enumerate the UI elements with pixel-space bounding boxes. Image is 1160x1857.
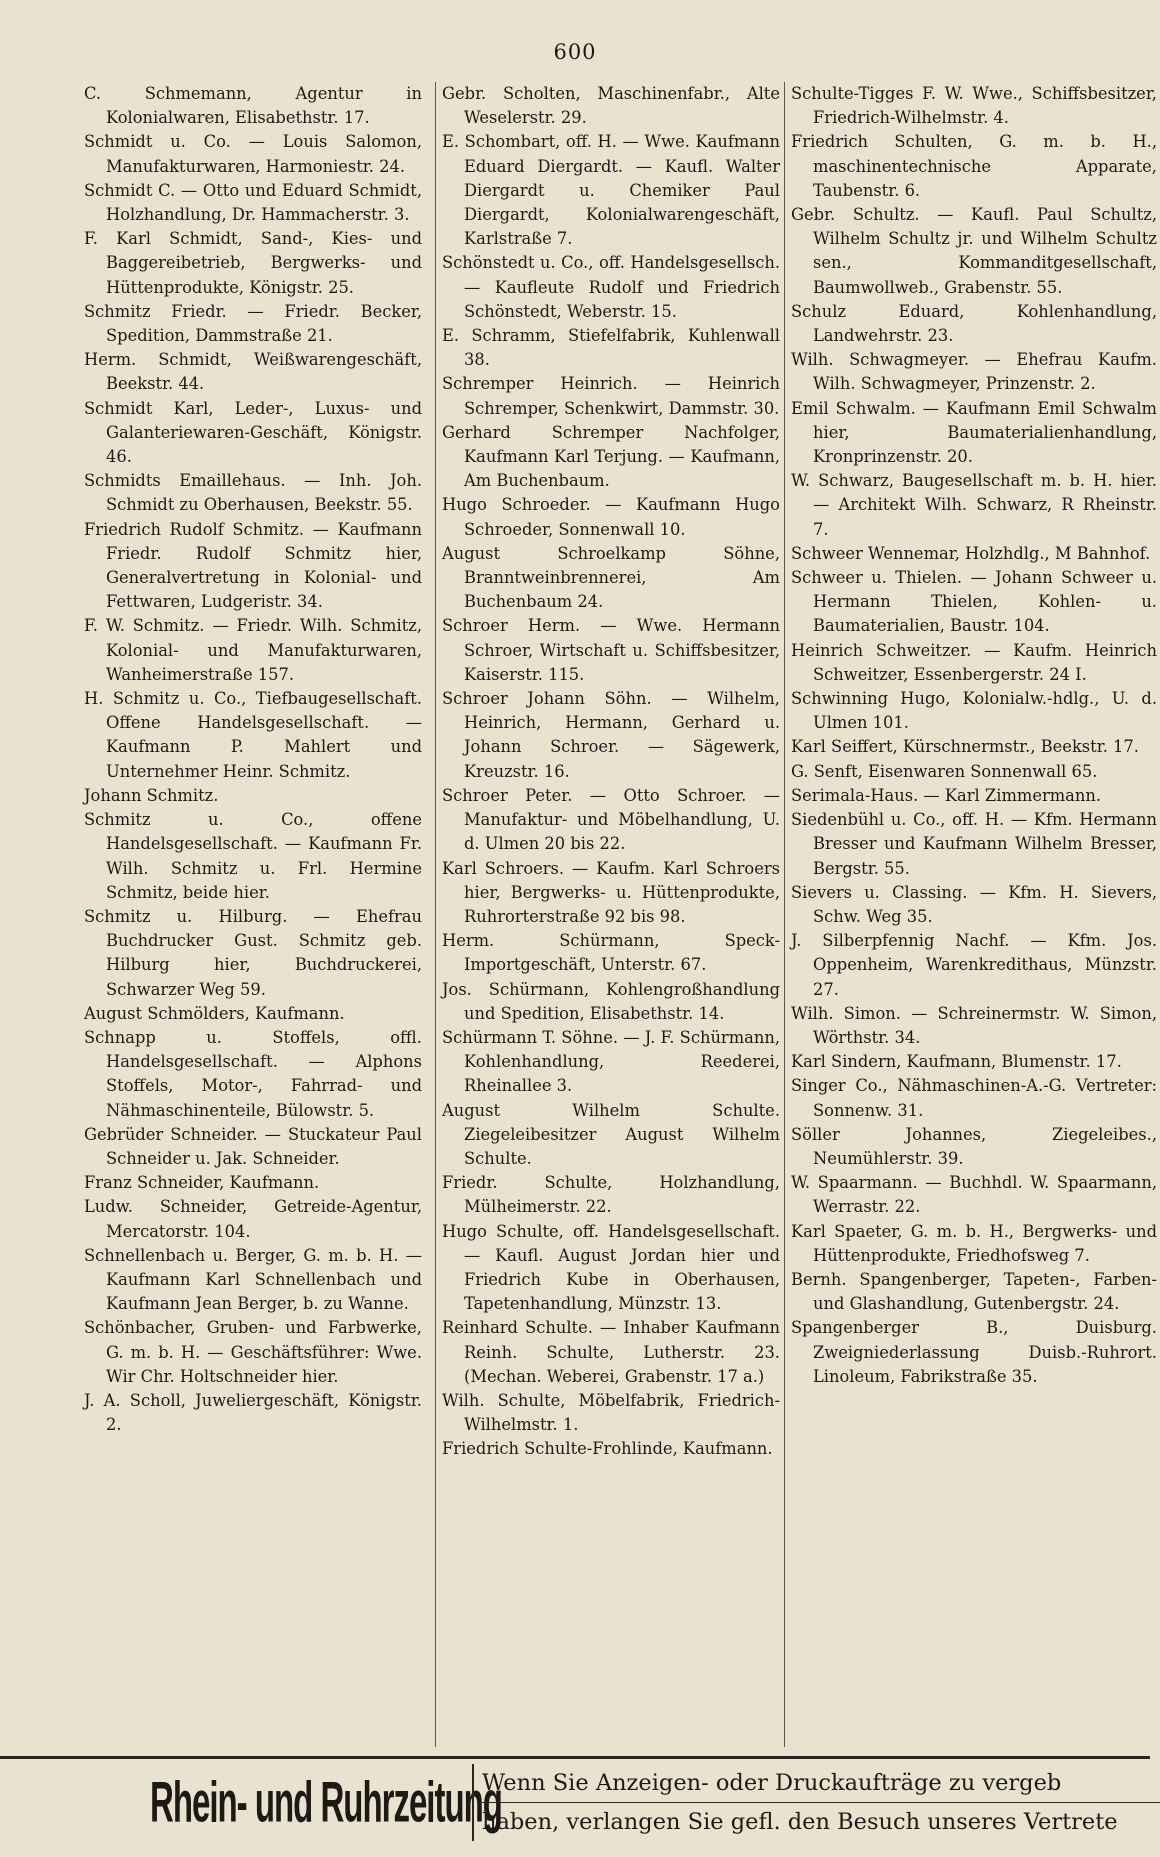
directory-entry: Schulte-Tigges F. W. Wwe., Schiffsbesitzer, Friedrich-Wilhelmstr. 4.: [791, 84, 1157, 128]
directory-entry: Schulz Eduard, Kohlenhandlung, Landwehrstr. 23.: [791, 301, 1157, 346]
directory-entry: Karl Sindern, Kaufmann, Blumenstr. 17.: [791, 1052, 1122, 1072]
directory-entry: E. Schramm, Stiefelfabrik, Kuhlenwall 38.: [442, 326, 780, 370]
directory-entry: Wilh. Simon. — Schreinermstr. W. Simon, Wörthstr. 34.: [791, 1003, 1157, 1047]
column-right: [784, 82, 1157, 1747]
directory-entry: Schwinning Hugo, Kolonialw.-hdlg., U. d. Ulmen 101.: [791, 689, 1157, 733]
directory-entry: Schmitz u. Hilburg. — Ehefrau Buchdrucker Gust. Schmitz geb. Hilburg hier, Buchdruckerei, Schwarzer Weg 59.: [84, 906, 422, 999]
directory-entry: Karl Spaeter, G. m. b. H., Bergwerks- und Hüttenprodukte, Friedhofsweg 7.: [791, 1221, 1157, 1265]
directory-entry: Schweer u. Thielen. — Johann Schweer u. Hermann Thielen, Kohlen- u. Baumaterialien, Baustr. 104.: [791, 568, 1157, 636]
directory-entry: C. Schmemann, Agentur in Kolonialwaren, Elisabethstr. 17.: [84, 84, 422, 128]
directory-entry: Friedr. Schulte, Holzhandlung, Mülheimerstr. 22.: [442, 1173, 780, 1217]
directory-entry: Schremper Heinrich. — Heinrich Schremper, Schenkwirt, Dammstr. 30.: [442, 374, 780, 418]
directory-entry: Gebrüder Schneider. — Stuckateur Paul Schneider u. Jak. Schneider.: [84, 1124, 422, 1168]
directory-entry: Franz Schneider, Kaufmann.: [84, 1173, 320, 1193]
directory-entry: August Wilhelm Schulte. Ziegeleibesitzer August Wilhelm Schulte.: [442, 1100, 780, 1168]
directory-entry: Karl Schroers. — Kaufm. Karl Schroers hier, Bergwerks- u. Hüttenprodukte, Ruhrorterstraße 92 bis 98.: [442, 858, 780, 926]
advertisement-footer: [0, 1756, 1150, 1857]
directory-entry: Herm. Schmidt, Weißwarengeschäft, Beekstr. 44.: [84, 350, 422, 394]
directory-entry: Karl Seiffert, Kürschnermstr., Beekstr. 17.: [791, 737, 1139, 757]
directory-entry: Schürmann T. Söhne. — J. F. Schürmann, Kohlenhandlung, Reederei, Rheinallee 3.: [442, 1027, 780, 1096]
directory-columns: [84, 82, 1157, 1747]
directory-entry: Friedrich Schulten, G. m. b. H., maschinentechnische Apparate, Taubenstr. 6.: [791, 132, 1157, 200]
directory-entry: E. Schombart, off. H. — Wwe. Kaufmann Eduard Diergardt. — Kaufl. Walter Diergardt u. Chemiker Paul Diergardt, Kolonialwarengeschäft, Karlstraße 7.: [442, 132, 780, 249]
directory-entry: G. Senft, Eisenwaren Sonnenwall 65.: [791, 761, 1098, 781]
directory-entry: H. Schmitz u. Co., Tiefbaugesellschaft. Offene Handelsgesellschaft. — Kaufmann P. Mahlert und Unternehmer Heinr. Schmitz.: [84, 689, 422, 781]
directory-entry: Schmitz Friedr. — Friedr. Becker, Spedition, Dammstraße 21.: [84, 301, 422, 346]
directory-entry: Siedenbühl u. Co., off. H. — Kfm. Hermann Bresser und Kaufmann Wilhelm Bresser, Bergstr. 55.: [791, 810, 1157, 878]
directory-entry: Söller Johannes, Ziegeleibes., Neumühlerstr. 39.: [791, 1124, 1157, 1168]
directory-entry: Herm. Schürmann, Speck-Importgeschäft, Unterstr. 67.: [442, 931, 780, 975]
directory-entry: W. Schwarz, Baugesellschaft m. b. H. hier. — Architekt Wilh. Schwarz, R Rheinstr. 7.: [791, 471, 1157, 539]
directory-entry: Schönbacher, Gruben- und Farbwerke, G. m. b. H. — Geschäftsführer: Wwe. Wir Chr. Holtschneider hier.: [84, 1318, 422, 1386]
directory-entry: Gebr. Scholten, Maschinenfabr., Alte Weselerstr. 29.: [442, 84, 780, 128]
directory-entry: Hugo Schulte, off. Handelsgesellschaft. — Kaufl. August Jordan hier und Friedrich Kube in Oberhausen, Tapetenhandlung, Münzstr. 13.: [442, 1221, 780, 1314]
advertisement-text: [472, 1764, 1160, 1841]
directory-entry: Friedrich Rudolf Schmitz. — Kaufmann Friedr. Rudolf Schmitz hier, Generalvertretung in Kolonial- und Fettwaren, Ludgeristr. 34.: [84, 519, 422, 612]
directory-entry: Schmidt Karl, Leder-, Luxus- und Galanteriewaren-Geschäft, Königstr. 46.: [84, 398, 422, 467]
directory-entry: Gebr. Schultz. — Kaufl. Paul Schultz, Wilhelm Schultz jr. und Wilhelm Schultz sen., Kommanditgesellschaft, Baumwollweb., Grabenstr. 55.: [791, 205, 1157, 297]
directory-entry: Schroer Herm. — Wwe. Hermann Schroer, Wirtschaft u. Schiffsbesitzer, Kaiserstr. 115.: [442, 616, 780, 684]
directory-entry: Schmidt u. Co. — Louis Salomon, Manufakturwaren, Harmoniestr. 24.: [84, 132, 422, 176]
directory-entry: Friedrich Schulte-Frohlinde, Kaufmann.: [442, 1439, 773, 1459]
directory-entry: Schroer Peter. — Otto Schroer. — Manufaktur- und Möbelhandlung, U. d. Ulmen 20 bis 22.: [442, 785, 780, 854]
directory-entry: Schnapp u. Stoffels, offl. Handelsgesellschaft. — Alphons Stoffels, Motor-, Fahrrad- und Nähmaschinenteile, Bülowstr. 5.: [84, 1027, 422, 1120]
directory-entry: Schmitz u. Co., offene Handelsgesellschaft. — Kaufmann Fr. Wilh. Schmitz u. Frl. Hermine Schmitz, beide hier.: [84, 810, 422, 902]
directory-entry: Jos. Schürmann, Kohlengroßhandlung und Spedition, Elisabethstr. 14.: [442, 979, 780, 1023]
directory-entry: Heinrich Schweitzer. — Kaufm. Heinrich Schweitzer, Essenbergerstr. 24 I.: [791, 640, 1157, 684]
directory-entry: Johann Schmitz.: [84, 785, 219, 805]
column-middle: [435, 82, 780, 1747]
directory-entry: Schönstedt u. Co., off. Handelsgesellsch. — Kaufleute Rudolf und Friedrich Schönstedt, Weberstr. 15.: [442, 253, 780, 321]
directory-entry: Emil Schwalm. — Kaufmann Emil Schwalm hier, Baumaterialienhandlung, Kronprinzenstr. 20.: [791, 398, 1157, 467]
directory-entry: F. W. Schmitz. — Friedr. Wilh. Schmitz, Kolonial- und Manufakturwaren, Wanheimerstraße 157.: [84, 616, 422, 684]
directory-entry: Wilh. Schulte, Möbelfabrik, Friedrich-Wilhelmstr. 1.: [442, 1390, 780, 1435]
directory-entry: Schroer Johann Söhn. — Wilhelm, Heinrich, Hermann, Gerhard u. Johann Schroer. — Sägewerk, Kreuzstr. 16.: [442, 689, 780, 781]
directory-entry: Schweer Wennemar, Holzhdlg., M Bahnhof.: [791, 543, 1151, 563]
directory-entry: Hugo Schroeder. — Kaufmann Hugo Schroeder, Sonnenwall 10.: [442, 495, 780, 539]
directory-entry: F. Karl Schmidt, Sand-, Kies- und Baggereibetrieb, Bergwerks- und Hüttenprodukte, Königstr. 25.: [84, 229, 422, 297]
page-number: 600: [553, 40, 597, 64]
ad-line-2: haben, verlangen Sie gefl. den Besuch unseres Vertrete: [482, 1802, 1160, 1841]
directory-entry: J. A. Scholl, Juweliergeschäft, Königstr. 2.: [84, 1390, 422, 1435]
directory-entry: Singer Co., Nähmaschinen-A.-G. Vertreter: Sonnenw. 31.: [791, 1076, 1157, 1120]
newspaper-brand-logo: Rhein- und Ruhrzeitung: [150, 1768, 502, 1834]
directory-entry: Gerhard Schremper Nachfolger, Kaufmann Karl Terjung. — Kaufmann, Am Buchenbaum.: [442, 422, 780, 491]
directory-entry: August Schroelkamp Söhne, Branntweinbrennerei, Am Buchenbaum 24.: [442, 543, 780, 612]
directory-entry: Spangenberger B., Duisburg. Zweigniederlassung Duisb.-Ruhrort. Linoleum, Fabrikstraße 35.: [791, 1318, 1157, 1386]
column-left: [84, 82, 422, 1747]
directory-entry: Schmidt C. — Otto und Eduard Schmidt, Holzhandlung, Dr. Hammacherstr. 3.: [84, 180, 422, 225]
directory-entry: Schmidts Emaillehaus. — Inh. Joh. Schmidt zu Oberhausen, Beekstr. 55.: [84, 471, 422, 515]
directory-entry: J. Silberpfennig Nachf. — Kfm. Jos. Oppenheim, Warenkredithaus, Münzstr. 27.: [791, 931, 1157, 999]
directory-entry: Bernh. Spangenberger, Tapeten-, Farben- und Glashandlung, Gutenbergstr. 24.: [791, 1269, 1157, 1314]
directory-entry: August Schmölders, Kaufmann.: [84, 1003, 345, 1023]
directory-entry: Serimala-Haus. — Karl Zimmermann.: [791, 785, 1102, 805]
ad-line-1: Wenn Sie Anzeigen- oder Druckaufträge zu vergeb: [482, 1770, 1062, 1796]
directory-entry: Schnellenbach u. Berger, G. m. b. H. — Kaufmann Karl Schnellenbach und Kaufmann Jean Berger, b. zu Wanne.: [84, 1245, 422, 1314]
directory-entry: Wilh. Schwagmeyer. — Ehefrau Kaufm. Wilh. Schwagmeyer, Prinzenstr. 2.: [791, 350, 1157, 394]
directory-entry: Ludw. Schneider, Getreide-Agentur, Mercatorstr. 104.: [84, 1197, 422, 1241]
directory-entry: W. Spaarmann. — Buchhdl. W. Spaarmann, Werrastr. 22.: [791, 1173, 1157, 1217]
directory-entry: Sievers u. Classing. — Kfm. H. Sievers, Schw. Weg 35.: [791, 882, 1157, 926]
directory-entry: Reinhard Schulte. — Inhaber Kaufmann Reinh. Schulte, Lutherstr. 23. (Mechan. Weberei, Grabenstr. 17 a.): [442, 1318, 780, 1386]
